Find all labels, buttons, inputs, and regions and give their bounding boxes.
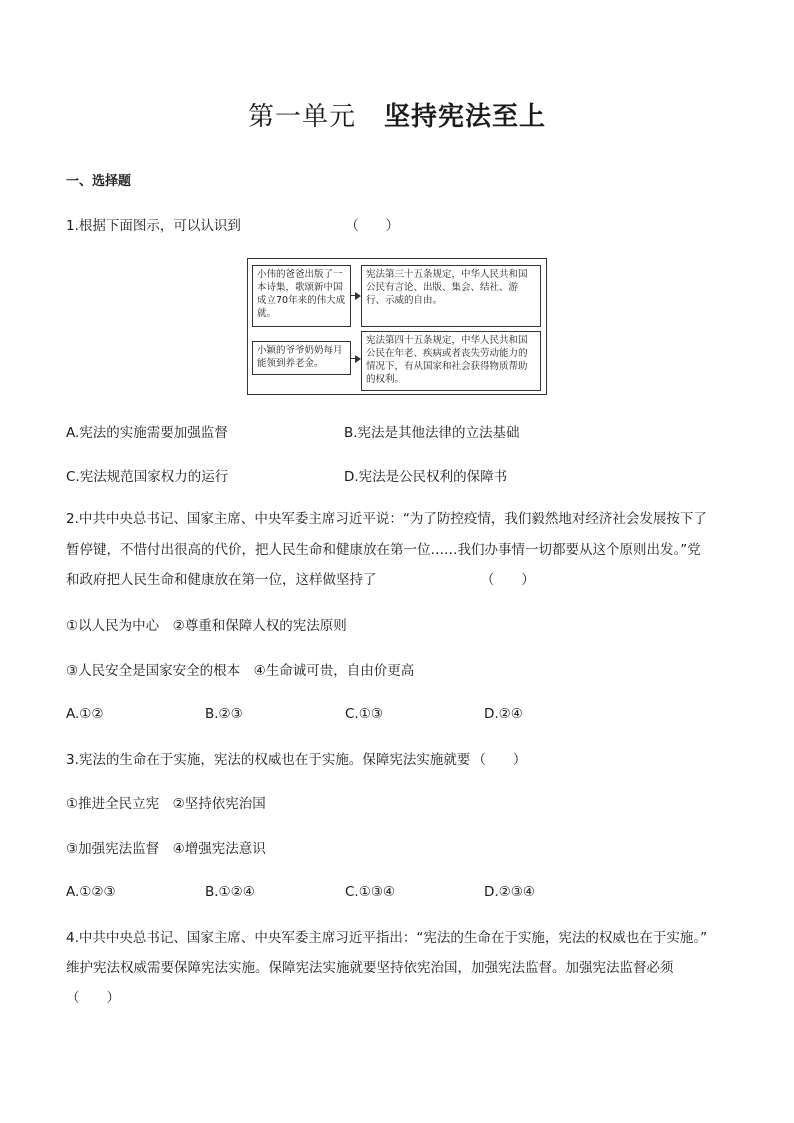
question-2-answer-blank: （ ） [480,572,535,588]
page-title [0,96,794,133]
question-2-stem-line-2: 暂停键，不惜付出很高的代价，把人民生命和健康放在第一位……我们办事情一切都要从这个原则出发。”党 [66,542,701,558]
question-4-stem-line-2: 维护宪法权威需要保障宪法实施。保障宪法实施就要坚持依宪治国，加强宪法监督。加强宪法监督必须 [66,960,674,976]
question-3-option-a: A.①②③ [66,884,116,900]
question-2-option-c: C.①③ [345,706,383,722]
question-3-statements-1: ①推进全民立宪 ②坚持依宪治国 [66,796,266,812]
question-2-stem-line-3 [66,570,535,590]
diagram-box-left-bottom: 小颖的爷爷奶奶每月能领到养老金。 [252,341,351,375]
question-4-answer-blank: （ ） [66,990,120,1006]
diagram-arrow-top [351,295,360,296]
question-1-option-a: A.宪法的实施需要加强监督 [66,425,228,441]
diagram-arrow-bottom [351,358,360,359]
question-3-stem [66,750,526,770]
question-2-stem-line-1: 2.中共中央总书记、国家主席、中央军委主席习近平说：“为了防控疫情，我们毅然地对经济社会发展按下了 [66,511,707,527]
question-3-option-c: C.①③④ [345,884,396,900]
question-2-statements-2: ③人民安全是国家安全的根本 ④生命诚可贵，自由价更高 [66,663,415,679]
question-2-stem-line-3-text: 和政府把人民生命和健康放在第一位，这样做坚持了 [66,572,377,588]
question-1-option-c: C.宪法规范国家权力的运行 [66,469,229,485]
unit-name: 坚持宪法至上 [384,102,547,132]
diagram-box-right-bottom: 宪法第四十五条规定，中华人民共和国公民在年老、疾病或者丧失劳动能力的情况下，有从国家和社会获得物质帮助的权利。 [361,331,541,391]
question-3-text: 3.宪法的生命在于实施，宪法的权威也在于实施。保障宪法实施就要 [66,752,471,768]
question-1-option-d: D.宪法是公民权利的保障书 [344,469,508,485]
question-1-stem [66,216,399,236]
question-2-statements-1: ①以人民为中心 ②尊重和保障人权的宪法原则 [66,618,347,634]
question-4-stem-line-1: 4.中共中央总书记、国家主席、中央军委主席习近平指出：“宪法的生命在于实施，宪法的权威也在于实施。” [66,930,708,946]
diagram-box-left-top: 小伟的爸爸出版了一本诗集，歌颂新中国成立70年来的伟大成就。 [252,265,351,327]
question-2-option-d: D.②④ [484,706,523,722]
question-2-option-b: B.②③ [205,706,243,722]
question-3-option-b: B.①②④ [205,884,255,900]
question-3-option-d: D.②③④ [484,884,535,900]
question-3-statements-2: ③加强宪法监督 ④增强宪法意识 [66,841,266,857]
diagram-box-right-top: 宪法第三十五条规定，中华人民共和国公民有言论、出版、集会、结社、游行、示威的自由。 [361,265,541,327]
question-1-text: 1.根据下面图示，可以认识到 [66,218,241,234]
question-1-diagram [247,258,547,395]
section-heading: 一、选择题 [66,174,132,189]
unit-label: 第一单元 [247,102,356,132]
question-1-answer-blank: （ ） [345,218,400,234]
question-3-answer-blank: （ ） [472,752,527,768]
question-1-option-b: B.宪法是其他法律的立法基础 [344,425,520,441]
question-2-option-a: A.①② [66,706,104,722]
